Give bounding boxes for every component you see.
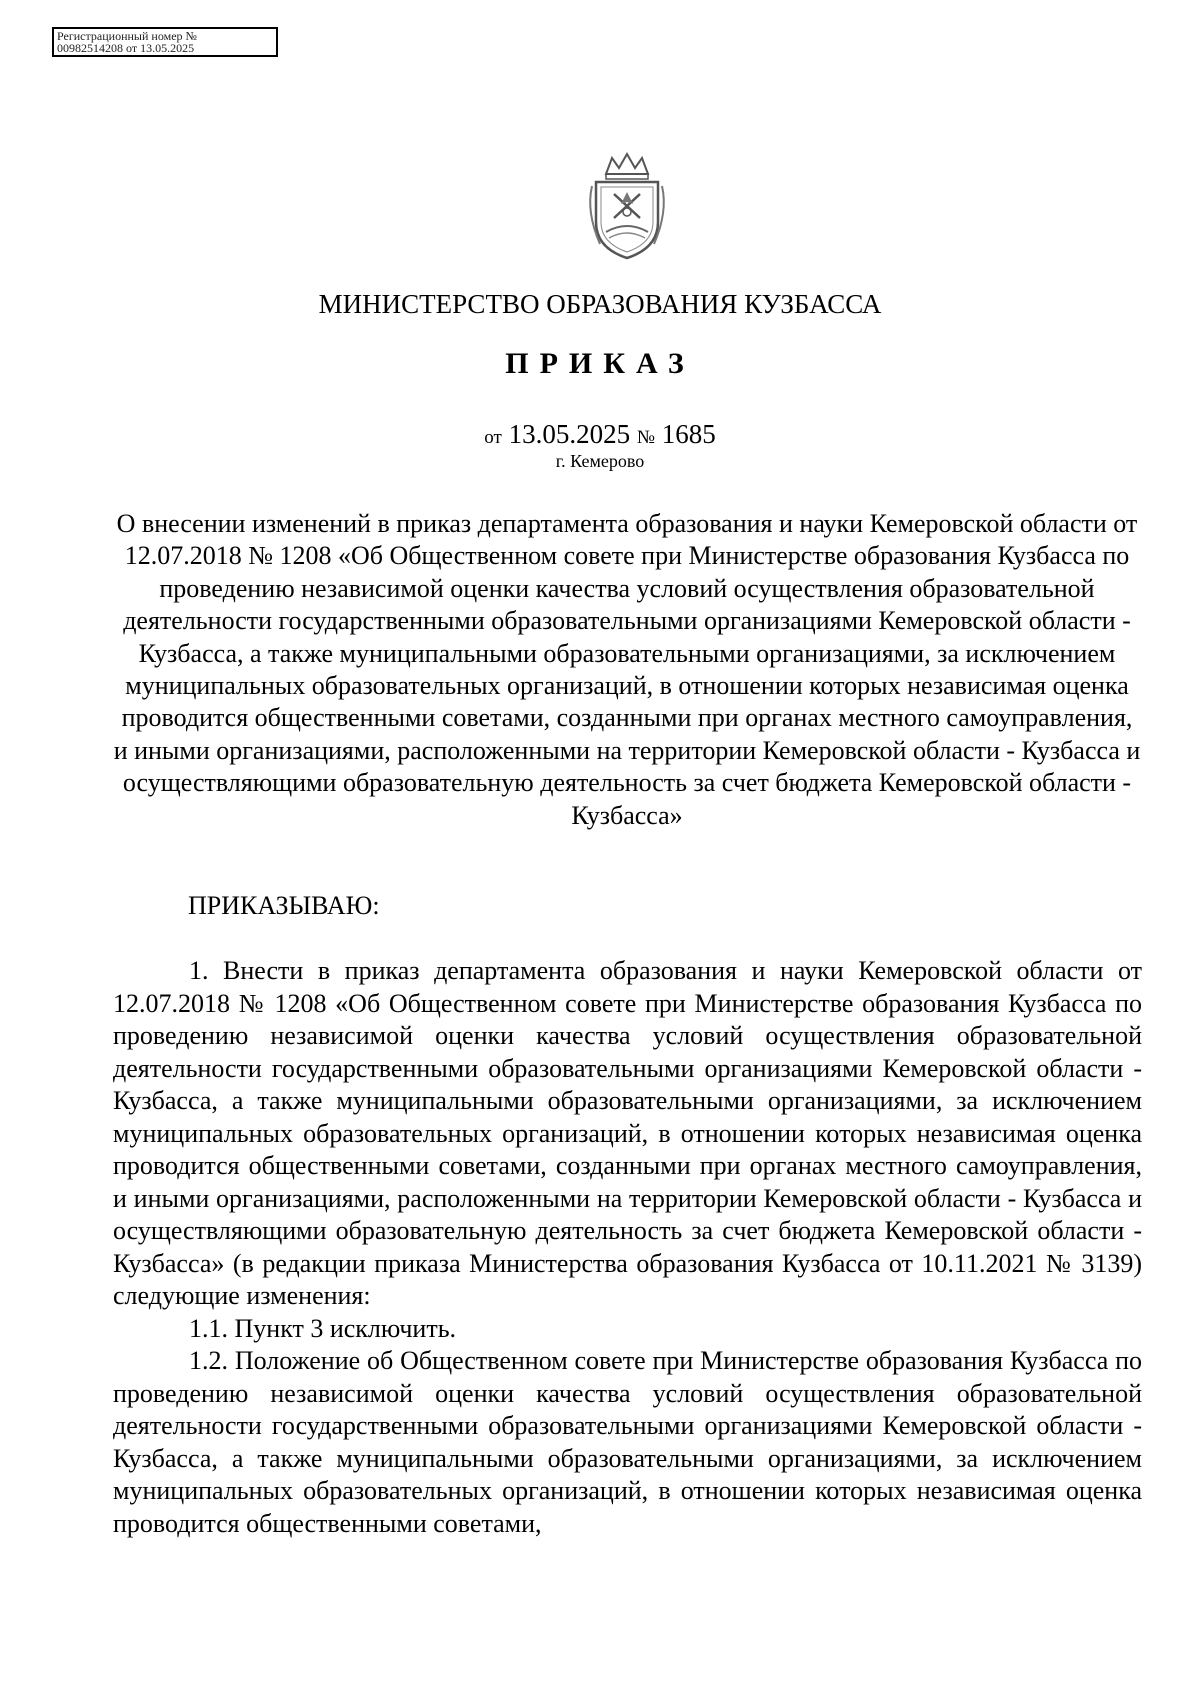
command-word: ПРИКАЗЫВАЮ: <box>188 891 380 920</box>
ministry-name: МИНИСТЕРСТВО ОБРАЗОВАНИЯ КУЗБАССА <box>318 289 882 319</box>
date-prefix: от <box>484 427 502 448</box>
order-date: 13.05.2025 <box>508 419 631 449</box>
order-body <box>113 955 1142 1540</box>
order-number: 1685 <box>661 419 716 449</box>
city: г. Кемерово <box>555 451 645 471</box>
kuzbass-coat-of-arms-icon <box>584 152 670 262</box>
registration-line-1: Регистрационный номер № <box>57 29 197 43</box>
paragraph-1-1: 1.1. Пункт 3 исключить. <box>189 1313 457 1343</box>
registration-stamp <box>52 27 278 57</box>
order-subject: О внесении изменений в приказ департамента образования и науки Кемеровской области от 12.07.2018 № 1208 «Об Общественном совете при Министерстве образования Кузбасса по проведению независимой оценки качества условий осуществления образовательной деятельности государственными образовательными организациями Кемеровской области - Кузбасса, а также муниципальными образовательными организациями, за исключением муниципальных образовательных организаций, в отношении которых независимая оценка проводится общественными советами, созданными при органах местного самоуправления, и иными организациями, расположенными на территории Кемеровской области - Кузбасса и осуществляющими образовательную деятельность за счет бюджета Кемеровской области - Кузбасса» <box>113 509 1141 830</box>
paragraph-1-2: 1.2. Положение об Общественном совете при Министерстве образования Кузбасса по проведению независимой оценки качества условий осуществления образовательной деятельности государственными образовательными организациями Кемеровской области - Кузбасса, а также муниципальными образовательными организациями, за исключением муниципальных образовательных организаций, в отношении которых независимая оценка проводится общественными советами, <box>113 1346 1142 1538</box>
document-type-title: ПРИКАЗ <box>505 347 695 380</box>
number-sign: № <box>636 427 655 448</box>
order-date-number <box>0 418 1200 454</box>
registration-line-2: 00982514208 от 13.05.2025 <box>57 41 195 55</box>
paragraph-1: 1. Внести в приказ департамента образования и науки Кемеровской области от 12.07.2018 № 1208 «Об Общественном совете при Министерстве образования Кузбасса по проведению независимой оценки качества условий осуществления образовательной деятельности государственными образовательными организациями Кемеровской области - Кузбасса, а также муниципальными образовательными организациями, за исключением муниципальных образовательных организаций, в отношении которых независимая оценка проводится общественными советами, созданными при органах местного самоуправления, и иными организациями, расположенными на территории Кемеровской области - Кузбасса и осуществляющими образовательную деятельность за счет бюджета Кемеровской области - Кузбасса» (в редакции приказа Министерства образования Кузбасса от 10.11.2021 № 3139) следующие изменения: <box>113 956 1142 1310</box>
